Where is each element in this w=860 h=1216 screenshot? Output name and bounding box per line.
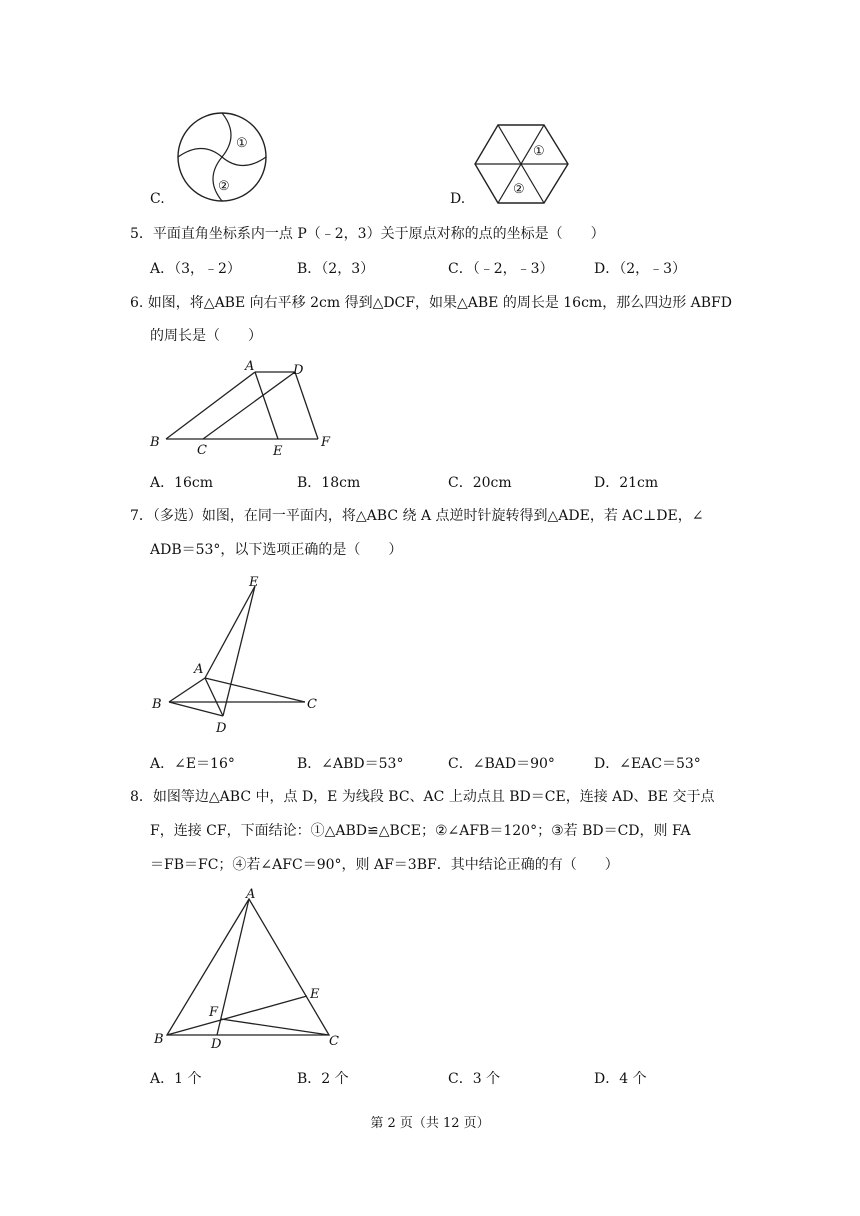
q7-option-d[interactable]: D．∠EAC＝53° <box>594 756 701 772</box>
q7-option-a[interactable]: A．∠E＝16° <box>150 756 235 772</box>
q7-stem-line2: ADB＝53°，以下选项正确的是（ ） <box>150 542 403 558</box>
q6-option-c[interactable]: C．20cm <box>448 475 512 491</box>
q7-label-a: A <box>194 662 204 677</box>
q8-option-b[interactable]: B．2 个 <box>297 1071 349 1087</box>
q7-label-e: E <box>249 575 259 590</box>
q4-option-c-label[interactable]: C. <box>150 191 165 207</box>
q4c-mark-1: ① <box>236 136 248 151</box>
q5-option-c[interactable]: C．（﹣2，﹣3） <box>448 261 554 277</box>
q6-stem-line2: 的周长是（ ） <box>150 328 262 344</box>
q6-option-a[interactable]: A．16cm <box>150 475 214 491</box>
q5-option-a[interactable]: A．（3，﹣2） <box>150 261 241 277</box>
q7-stem-line1: 7．（多选）如图，在同一平面内，将△ABC 绕 A 点逆时针旋转得到△ADE，若 AC⊥DE，∠ <box>130 508 704 524</box>
q8-label-e: E <box>310 987 320 1002</box>
q4d-mark-1: ① <box>533 144 545 159</box>
q6-label-b: B <box>150 435 160 450</box>
q6-figure <box>145 358 345 458</box>
q8-label-c: C <box>329 1034 339 1049</box>
q6-label-a: A <box>245 359 255 374</box>
q7-figure <box>145 570 335 740</box>
q4c-mark-2: ② <box>218 179 230 194</box>
q8-option-c[interactable]: C．3 个 <box>448 1071 501 1087</box>
q6-option-b[interactable]: B．18cm <box>297 475 361 491</box>
q8-stem-line3: ＝FB＝FC；④若∠AFC＝90°，则 AF＝3BF．其中结论正确的有（ ） <box>150 857 619 873</box>
q8-stem-line1: 8．如图等边△ABC 中，点 D，E 为线段 BC、AC 上动点且 BD＝CE，连接 AD、BE 交于点 <box>130 789 715 805</box>
q8-option-a[interactable]: A．1 个 <box>150 1071 202 1087</box>
q8-figure <box>145 885 355 1055</box>
q5-option-b[interactable]: B．（2，3） <box>297 261 375 277</box>
q6-label-e: E <box>273 444 283 458</box>
q6-label-c: C <box>197 443 207 458</box>
q7-label-d: D <box>216 721 227 736</box>
q4-option-d-label[interactable]: D. <box>450 191 466 207</box>
q6-option-d[interactable]: D．21cm <box>594 475 659 491</box>
q7-option-c[interactable]: C．∠BAD＝90° <box>448 756 555 772</box>
q6-label-d: D <box>293 363 304 378</box>
q4-figure-c <box>170 110 280 205</box>
q8-stem-line2: F，连接 CF，下面结论：①△ABD≌△BCE；②∠AFB＝120°；③若 BD＝CD，则 FA <box>150 823 691 839</box>
q6-stem-line1: 6. 如图，将△ABE 向右平移 2cm 得到△DCF，如果△ABE 的周长是 16cm，那么四边形 ABFD <box>130 295 732 311</box>
q8-label-a: A <box>246 887 256 902</box>
q8-option-d[interactable]: D．4 个 <box>594 1071 647 1087</box>
q4-figure-d <box>473 123 573 205</box>
q8-label-b: B <box>154 1032 164 1047</box>
q6-label-f: F <box>321 435 331 450</box>
q7-label-b: B <box>152 697 162 712</box>
q7-option-b[interactable]: B．∠ABD＝53° <box>297 756 404 772</box>
q8-label-f: F <box>209 1005 219 1020</box>
q5-stem: 5．平面直角坐标系内一点 P（﹣2，3）关于原点对称的点的坐标是（ ） <box>130 226 605 242</box>
page-footer: 第 2 页（共 12 页） <box>370 1116 490 1131</box>
q8-label-d: D <box>211 1037 222 1052</box>
q5-option-d[interactable]: D．（2，﹣3） <box>594 261 687 277</box>
q7-label-c: C <box>307 697 317 712</box>
q4d-mark-2: ② <box>513 182 525 197</box>
